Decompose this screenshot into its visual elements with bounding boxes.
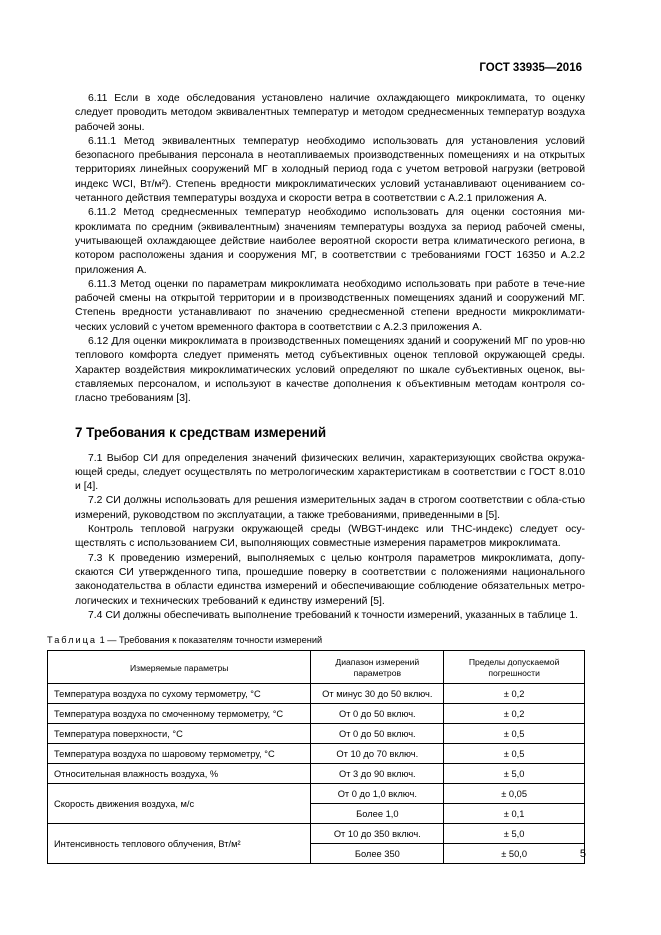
paragraph-7-2: 7.2 СИ должны использовать для решения измерительных задач в строгом соответствии с обла-стью измерений, руководством по эксплуатации, а также требованиями, приведенными в [5].: [75, 495, 585, 521]
table-row: [48, 744, 585, 764]
table-caption-text: 1 — Требования к показателям точности измерений: [99, 635, 323, 646]
table-row: [48, 784, 585, 804]
table-row: [48, 824, 585, 844]
cell-error: ± 0,1: [444, 804, 585, 824]
cell-error: ± 0,05: [444, 784, 585, 804]
cell-error: ± 0,5: [444, 744, 585, 764]
cell-parameter: Температура воздуха по смоченному термометру, °С: [48, 704, 311, 724]
cell-error: ± 5,0: [444, 824, 585, 844]
cell-error: ± 0,2: [444, 704, 585, 724]
paragraph-7-1: 7.1 Выбор СИ для определения значений физических величин, характеризующих свойства окружа-ющей среды, следует осуществлять по метрологическим характеристикам в соответствии с ГОСТ 8.010 и [4].: [75, 452, 585, 493]
cell-range: От минус 30 до 50 включ.: [311, 684, 444, 704]
section-title: 7 Требования к средствам измерений: [75, 424, 327, 440]
cell-range: Более 1,0: [311, 804, 444, 824]
cell-parameter: Относительная влажность воздуха, %: [48, 764, 311, 784]
header-range: Диапазон измерений параметров: [311, 651, 444, 684]
cell-range: От 3 до 90 включ.: [311, 764, 444, 784]
paragraph-7-2-control: Контроль тепловой нагрузки окружающей среды (WBGT-индекс или ТНС-индекс) следует осу-ществлять с использованием СИ, выполняющих совместные измерения параметров микроклимата.: [75, 524, 585, 550]
table-row: [48, 704, 585, 724]
table-row: [48, 724, 585, 744]
paragraph-6-11-2: 6.11.2 Метод среднесменных температур необходимо использовать для оценки состояния ми-кроклимата по средним (эквивалентным) значениям температуры воздуха за период рабочей смены, учитывающей охлаждающее действие наиболее вероятной скорости ветра климатического региона, в котором расположены здания и сооружения МГ, в соответствии с требованиями ГОСТ 16350 и А.2.2 приложения А.: [75, 207, 585, 276]
table-header-row: [48, 651, 585, 684]
cell-error: ± 0,2: [444, 684, 585, 704]
paragraph-6-12: 6.12 Для оценки микроклимата в производственных помещениях зданий и сооружений МГ по уров-ню теплового комфорта следует применять метод субъективных оценок тепловой окружающей среды. Характер воздействия микроклиматических условий определяют по шкале субъективных оценок, вы-ставляемых персоналом, и используют в качестве дополнения к объективным методам контроля со-гласно требованиям [3].: [75, 336, 585, 405]
paragraph-6-11-3: 6.11.3 Метод оценки по параметрам микроклимата необходимо использовать при работе в тече-ние рабочей смены на открытой территории и в производственных помещениях зданий и сооружений МГ. Степень вредности устанавливают по значению среднесменной степени вредности микроклимати-ческих условий с учетом временного фактора в соответствии с А.2.3 приложения А.: [75, 278, 585, 333]
cell-range: От 10 до 70 включ.: [311, 744, 444, 764]
page-number: 5: [579, 848, 586, 860]
cell-parameter: Температура поверхности, °С: [48, 724, 311, 744]
paragraph-7-3: 7.3 К проведению измерений, выполняемых с целью контроля параметров микроклимата, допу-скаются СИ утвержденного типа, прошедшие поверку в соответствии с положениями национального законодательства в области единства измерений и обеспечивающие соблюдение обязательных метро-логических и технических требований к единству измерений [5].: [75, 552, 585, 607]
cell-range: От 0 до 50 включ.: [311, 704, 444, 724]
cell-range: От 0 до 50 включ.: [311, 724, 444, 744]
paragraph-6-11-1: 6.11.1 Метод эквивалентных температур необходимо использовать для установления условий безопасного пребывания персонала в неотапливаемых производственных помещениях и на открытых территориях линейных сооружений МГ в холодный период года с учетом ветровой нагрузки (ветровой индекс WCI, Вт/м²). Степень вредности микроклиматических условий устанавливают оцениванием со-четанного действия температуры воздуха и скорости ветра в соответствии с А.2.1 приложения А.: [75, 135, 585, 205]
header-error: Пределы допускаемой погрешности: [444, 651, 585, 684]
cell-range: Более 350: [311, 844, 444, 864]
paragraph-7-4: 7.4 СИ должны обеспечивать выполнение требований к точности измерений, указанных в таблице 1.: [88, 609, 579, 621]
cell-parameter: Температура воздуха по сухому термометру, °С: [48, 684, 311, 704]
cell-parameter: Температура воздуха по шаровому термометру, °С: [48, 744, 311, 764]
standard-code: ГОСТ 33935—2016: [479, 62, 582, 74]
paragraph-6-11: 6.11 Если в ходе обследования установлено наличие охлаждающего микроклимата, то оценку следует проводить методом эквивалентных температур и методом среднесменных температур воздуха рабочей зоны.: [75, 93, 585, 133]
table-caption-label: Таблица: [47, 635, 98, 646]
accuracy-table: [47, 650, 585, 864]
cell-error: ± 0,5: [444, 724, 585, 744]
cell-range: От 0 до 1,0 включ.: [311, 784, 444, 804]
header-parameters: Измеряемые параметры: [48, 651, 311, 684]
cell-parameter: Интенсивность теплового облучения, Вт/м²: [48, 824, 311, 864]
document-body: [47, 92, 585, 864]
cell-error: ± 50,0: [444, 844, 585, 864]
cell-error: ± 5,0: [444, 764, 585, 784]
cell-range: От 10 до 350 включ.: [311, 824, 444, 844]
table-row: [48, 684, 585, 704]
cell-parameter: Скорость движения воздуха, м/с: [48, 784, 311, 824]
table-caption: [47, 634, 585, 646]
table-row: [48, 764, 585, 784]
